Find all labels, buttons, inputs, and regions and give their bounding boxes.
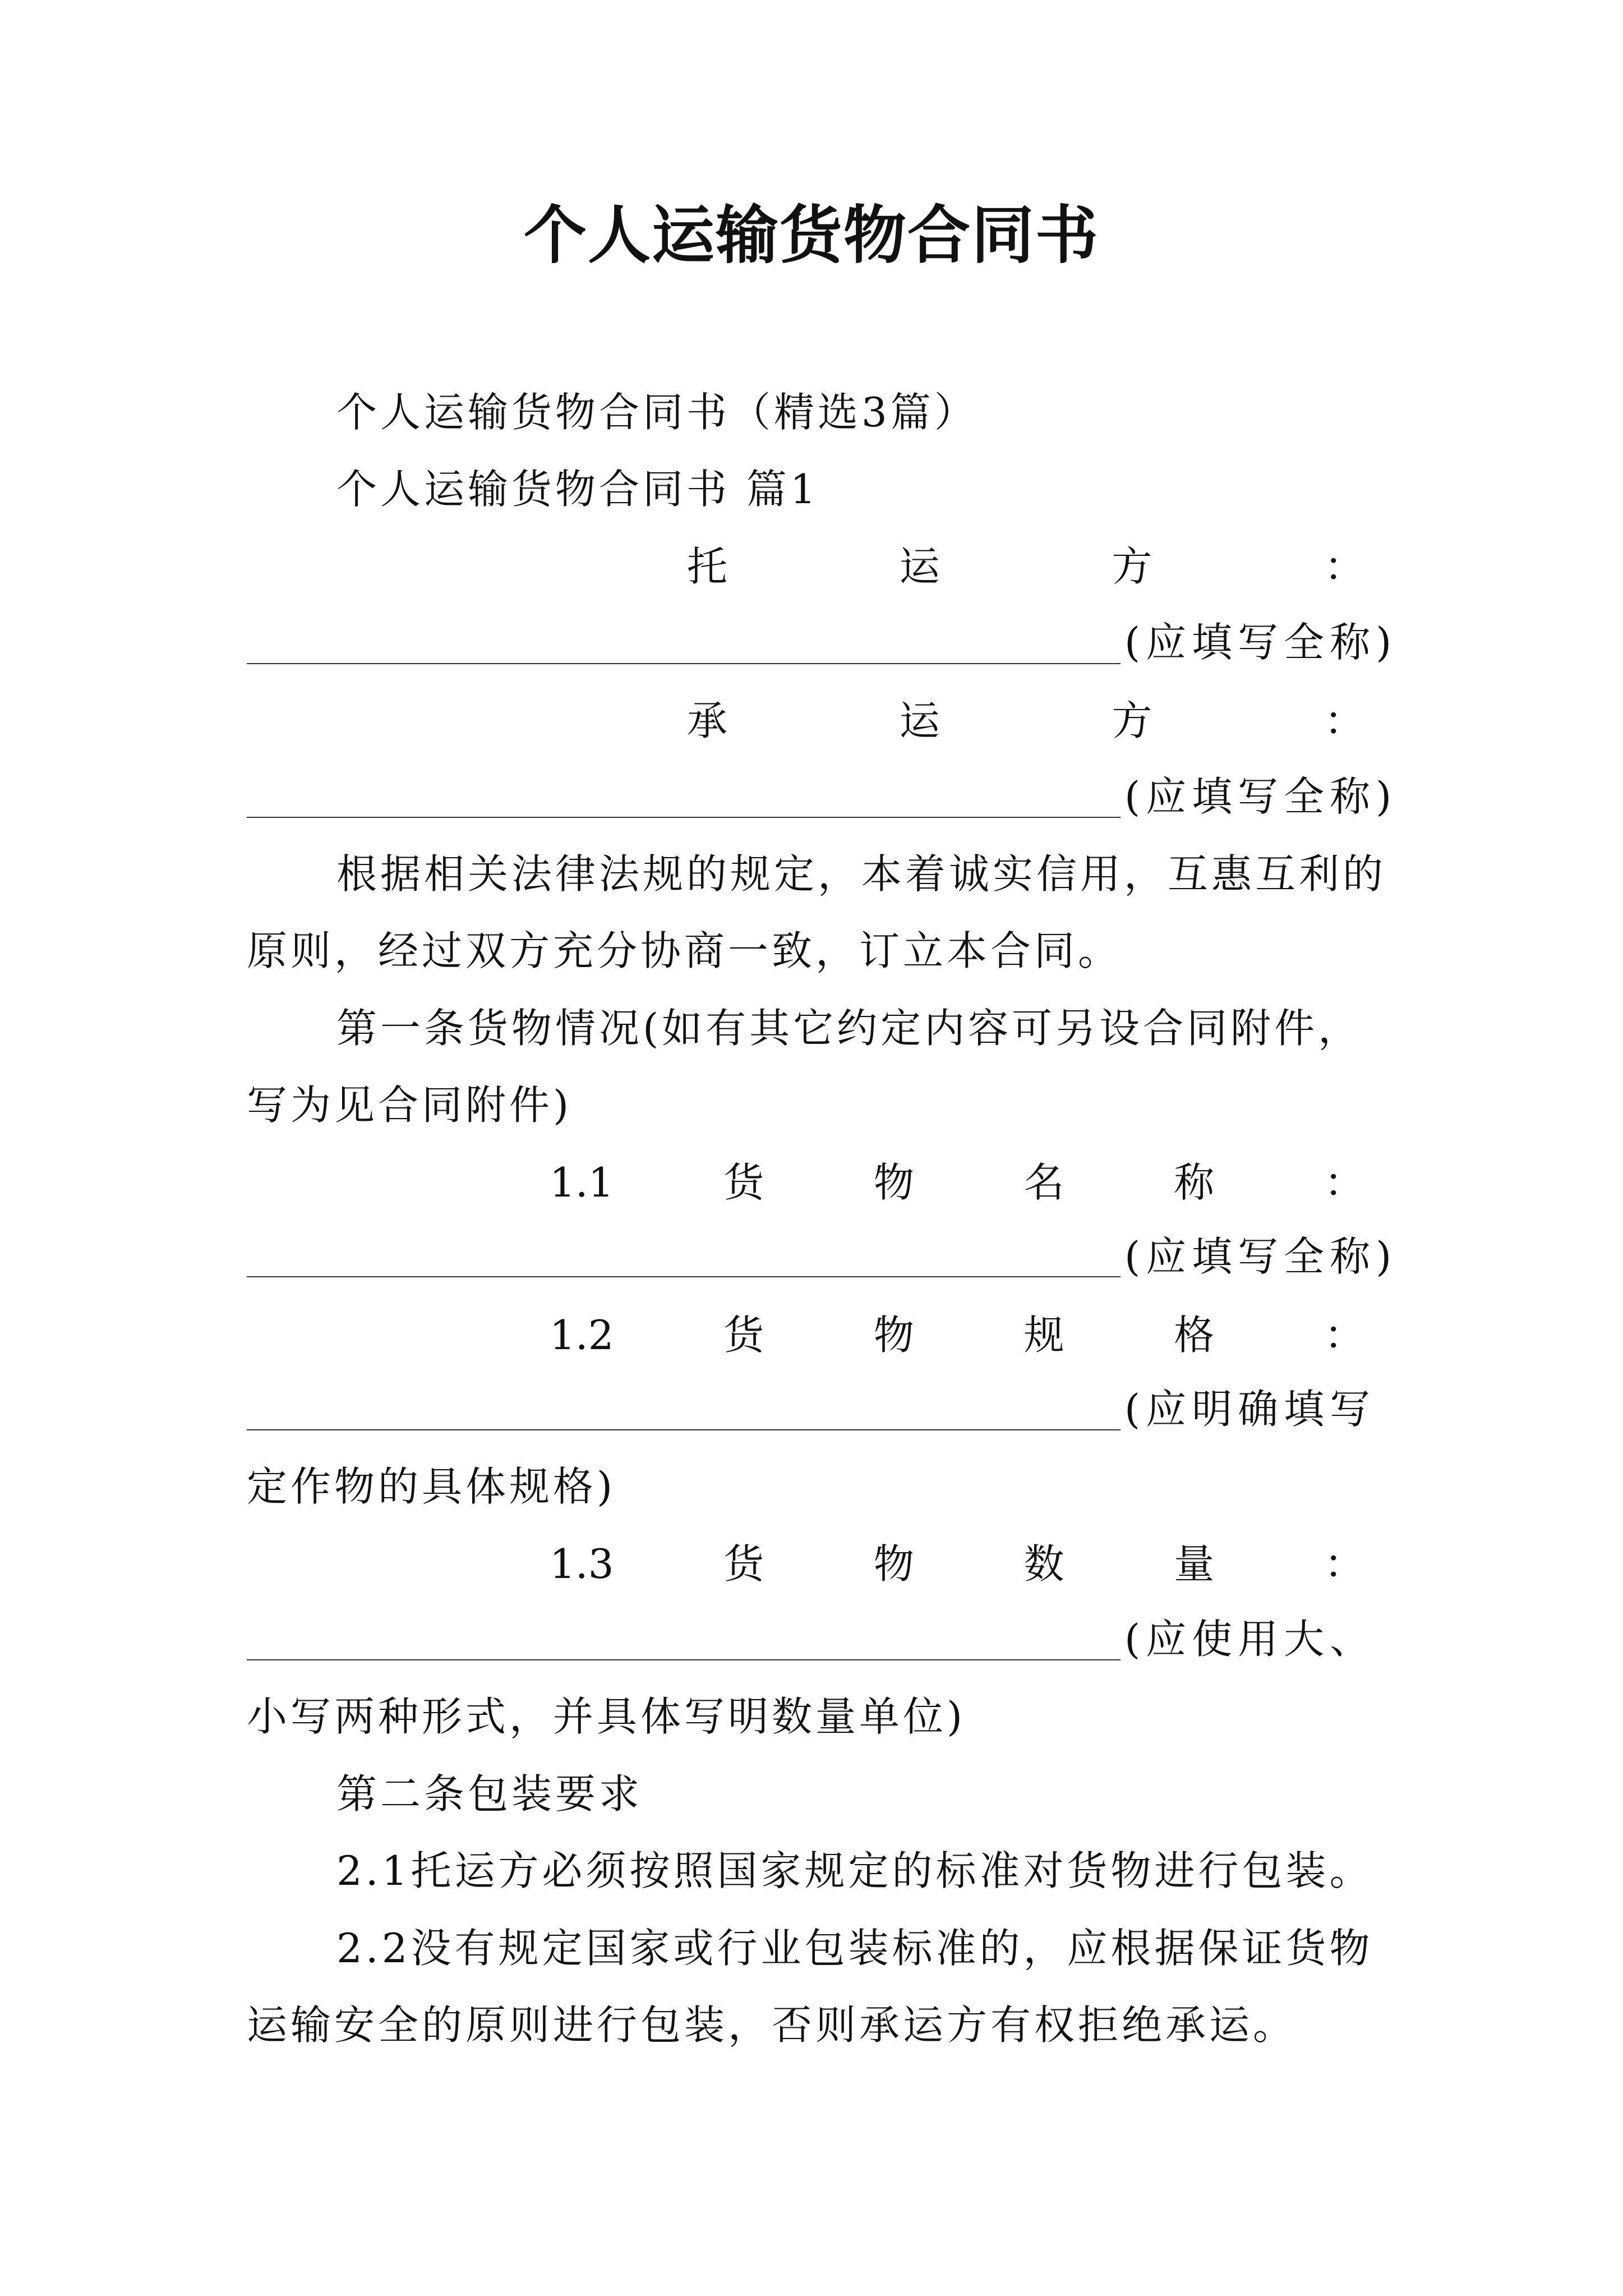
item-1-3-blank-line <box>247 1659 1121 1660</box>
item-1-3-char: 数 <box>1023 1540 1064 1588</box>
item-1-1-char: 称 <box>1174 1159 1215 1206</box>
item-1-1-char: 名 <box>1023 1159 1064 1206</box>
item-1-2-char: 货 <box>723 1312 764 1359</box>
subtitle: 个人运输货物合同书（精选3篇） <box>336 389 978 436</box>
item-1-3-char: 量 <box>1174 1540 1215 1588</box>
carrier-label <box>687 693 1364 749</box>
item-1-2-number: 1.2 <box>550 1312 614 1359</box>
article2-clause-2-1: 2.1托运方必须按照国家规定的标准对货物进行包装。 <box>336 1847 1373 1894</box>
article1-line-2: 写为见合同附件) <box>247 1082 573 1129</box>
item-1-2-blank-line <box>247 1429 1121 1430</box>
item-1-3-number: 1.3 <box>550 1540 614 1588</box>
carrier-note: (应填写全称) <box>1124 773 1398 820</box>
article2-clause-2-2-line-1: 2.2没有规定国家或行业包装标准的，应根据保证货物 <box>336 1925 1373 1972</box>
shipper-blank-line <box>247 663 1121 664</box>
item-1-2-continuation: 定作物的具体规格) <box>247 1463 616 1510</box>
article1-line-1: 第一条货物情况(如有其它约定内容可另设合同附件， <box>336 1005 1362 1052</box>
carrier-char: ： <box>1324 697 1364 744</box>
article2-heading: 第二条包装要求 <box>336 1770 643 1818</box>
item-1-1-char: ： <box>1324 1159 1364 1206</box>
item-1-1-note: (应填写全称) <box>1124 1233 1398 1280</box>
item-1-3-label <box>550 1536 1364 1592</box>
carrier-char: 方 <box>1112 697 1152 744</box>
carrier-char: 承 <box>687 697 728 744</box>
item-1-1-blank-line <box>247 1276 1121 1277</box>
shipper-char: 运 <box>899 543 940 590</box>
item-1-2-char: 物 <box>873 1312 914 1359</box>
carrier-char: 运 <box>899 697 940 744</box>
section-heading: 个人运输货物合同书 篇1 <box>336 466 819 513</box>
preamble-line-2: 原则，经过双方充分协商一致，订立本合同。 <box>247 927 1122 974</box>
shipper-note: (应填写全称) <box>1124 619 1398 666</box>
item-1-1-char: 货 <box>723 1159 764 1206</box>
shipper-char: ： <box>1324 543 1364 590</box>
item-1-3-char: 货 <box>723 1540 764 1588</box>
item-1-2-label <box>550 1307 1364 1363</box>
shipper-char: 方 <box>1112 543 1152 590</box>
item-1-3-char: ： <box>1324 1540 1364 1588</box>
item-1-3-char: 物 <box>873 1540 914 1588</box>
item-1-1-number: 1.1 <box>550 1159 614 1206</box>
item-1-1-label <box>550 1154 1364 1211</box>
shipper-label <box>687 539 1364 595</box>
article2-clause-2-2-line-2: 运输安全的原则进行包装，否则承运方有权拒绝承运。 <box>247 2001 1297 2049</box>
shipper-char: 托 <box>687 543 728 590</box>
item-1-2-char: 规 <box>1023 1312 1064 1359</box>
item-1-1-char: 物 <box>873 1159 914 1206</box>
item-1-2-note: (应明确填写 <box>1124 1386 1376 1433</box>
preamble-line-1: 根据相关法律法规的规定，本着诚实信用，互惠互利的 <box>336 850 1387 898</box>
item-1-3-continuation: 小写两种形式，并具体写明数量单位) <box>247 1693 966 1740</box>
document-title: 个人运输货物合同书 <box>524 199 1099 272</box>
item-1-2-char: 格 <box>1174 1312 1215 1359</box>
item-1-2-char: ： <box>1324 1312 1364 1359</box>
carrier-blank-line <box>247 817 1121 818</box>
item-1-3-note: (应使用大、 <box>1124 1616 1376 1663</box>
